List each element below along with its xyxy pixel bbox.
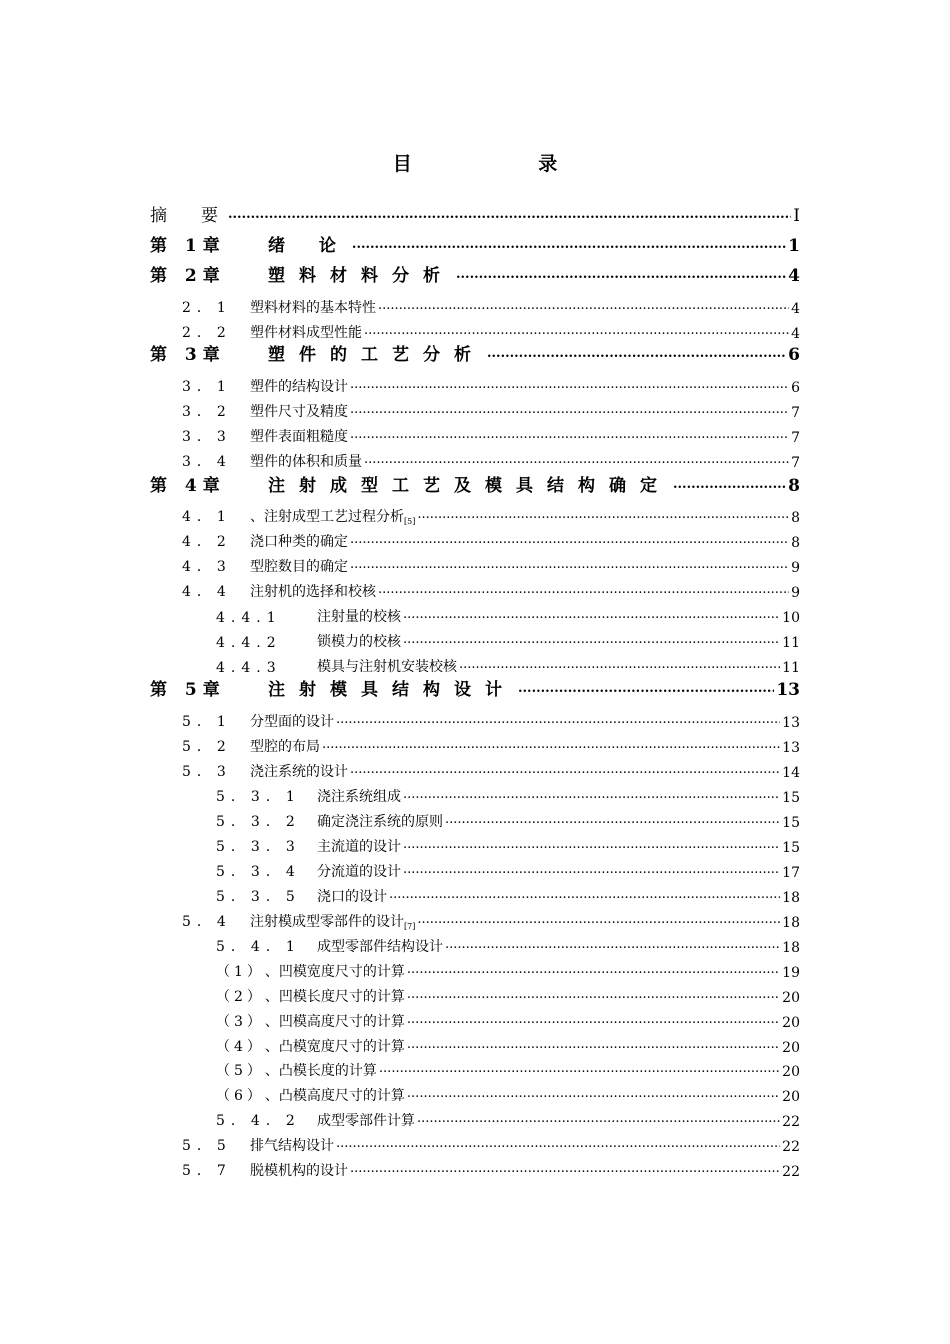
toc-label: 型腔的布局 [250,739,320,755]
toc-number: 5．2 [182,739,232,755]
toc-page-number: 10 [782,610,800,626]
toc-label: 、注射成型工艺过程分析 [250,509,404,525]
toc-page-number: 13 [782,740,800,756]
toc-label: 塑件尺寸及精度 [250,404,348,420]
toc-number: 4．4 [182,584,232,600]
toc-entry[interactable] [216,957,800,981]
toc-entry[interactable] [150,341,800,365]
citation-superscript: [7] [404,922,416,931]
toc-page-number: 11 [782,660,800,676]
toc-number: 5．3．4 [216,864,301,880]
toc-label: 成型零部件计算 [317,1113,415,1129]
toc-entry[interactable] [216,832,800,856]
toc-number: （1） [216,964,265,980]
toc-number: （5） [216,1063,265,1079]
toc-entry[interactable] [182,707,800,731]
toc-leader-dots [417,508,789,522]
toc-page-number: 11 [782,635,800,651]
toc-label: 注射机的选择和校核 [250,584,376,600]
toc-entry[interactable] [182,447,800,471]
toc-number: 4.4.2 [216,635,282,651]
toc-leader-dots [673,478,786,492]
toc-number: 5．4．1 [216,939,301,955]
toc-label: 注射量的校核 [317,609,401,625]
toc-page-number: 15 [782,840,800,856]
toc-number: 第 2章 [150,266,226,286]
toc-number: 5．4．2 [216,1113,301,1129]
toc-number: 4.4.3 [216,660,282,676]
toc-entry[interactable] [216,932,800,956]
citation-superscript: [5] [404,517,416,526]
toc-page-number: 15 [782,815,800,831]
toc-page-number: 20 [782,1089,800,1105]
toc-page-number: 17 [782,865,800,881]
toc-number: 3．3 [182,429,232,445]
toc-page-number: 4 [791,301,800,317]
toc-leader-dots [518,682,774,696]
toc-label: 、凹模高度尺寸的计算 [264,1014,405,1030]
toc-number: 3．4 [182,454,232,470]
toc-number: （4） [216,1039,265,1055]
toc-label: 型腔数目的确定 [250,559,348,575]
toc-page-number: 4 [791,326,800,342]
toc-page-number: 7 [791,455,800,471]
toc-page-number: 6 [788,345,800,365]
toc-label: 成型零部件结构设计 [317,939,443,955]
toc-entry[interactable] [182,907,800,931]
toc-entry[interactable] [216,807,800,831]
toc-leader-dots [228,208,791,222]
toc-entry[interactable] [216,782,800,806]
toc-entry[interactable] [216,857,800,881]
toc-page-number: 20 [782,1064,800,1080]
toc-label: 分型面的设计 [250,714,334,730]
toc-entry[interactable] [182,577,800,601]
toc-page-number: 9 [791,585,800,601]
toc-label: 、凸模宽度尺寸的计算 [264,1039,405,1055]
toc-label: 模具与注射机安装校核 [317,659,457,675]
toc-entry[interactable] [182,1156,800,1180]
toc-leader-dots [407,1087,780,1101]
toc-entry[interactable] [216,1106,800,1130]
toc-number: 摘 要 [150,206,218,226]
toc-leader-dots [407,988,780,1002]
toc-number: 第 4章 [150,476,226,496]
toc-number: 4.4.1 [216,610,282,626]
toc-entry[interactable] [182,422,800,446]
toc-number: 第 3章 [150,345,226,365]
toc-entry[interactable] [182,757,800,781]
toc-leader-dots [487,347,786,361]
toc-leader-dots [352,238,786,252]
toc-page-number: 20 [782,990,800,1006]
toc-leader-dots [322,738,780,752]
toc-leader-dots [407,963,780,977]
toc-leader-dots [389,888,780,902]
toc-label: 塑料材料分析 [268,266,454,286]
toc-entry[interactable] [216,1007,800,1031]
toc-leader-dots [350,403,789,417]
toc-leader-dots [378,299,789,313]
toc-entry[interactable] [216,1032,800,1056]
toc-number: 5．1 [182,714,232,730]
toc-number: （6） [216,1088,265,1104]
toc-entry[interactable] [216,882,800,906]
toc-page-number: 14 [782,765,800,781]
toc-leader-dots [364,324,789,338]
toc-label: 分流道的设计 [317,864,401,880]
toc-entry[interactable] [182,527,800,551]
toc-label: 塑件的工艺分析 [268,345,485,365]
toc-leader-dots [350,558,789,572]
toc-label: 塑件表面粗糙度 [250,429,348,445]
toc-entry[interactable] [182,732,800,756]
toc-number: 2．2 [182,325,232,341]
toc-entry[interactable] [216,982,800,1006]
toc-page-number: 4 [788,266,800,286]
toc-page-number: 19 [782,965,800,981]
toc-label: 注射模具结构设计 [268,680,516,700]
toc-entry[interactable] [150,262,800,286]
toc-number: 第 5章 [150,680,226,700]
toc-leader-dots [403,838,780,852]
toc-leader-dots [378,583,789,597]
toc-label: 、凹模长度尺寸的计算 [264,989,405,1005]
toc-leader-dots [407,1013,780,1027]
toc-entry[interactable] [182,397,800,421]
toc-label: 、凸模高度尺寸的计算 [264,1088,405,1104]
toc-page-number: 22 [782,1114,800,1130]
toc-number: 4．2 [182,534,232,550]
toc-number: 5．4 [182,914,232,930]
toc-label: 排气结构设计 [250,1138,334,1154]
toc-number: 2．1 [182,300,232,316]
toc-page-number: I [793,206,800,226]
toc-entry[interactable] [216,602,800,626]
toc-page-number: 6 [791,380,800,396]
toc-label: 塑件材料成型性能 [250,325,362,341]
toc-leader-dots [417,913,780,927]
toc-page-number: 8 [791,535,800,551]
toc-entry[interactable] [216,652,800,676]
toc-entry[interactable] [216,627,800,651]
toc-leader-dots [350,1162,780,1176]
toc-entry[interactable] [150,676,800,700]
toc-number: 5．3．3 [216,839,301,855]
toc-label: 、凸模长度的计算 [264,1063,377,1079]
toc-page-number: 7 [791,430,800,446]
toc-leader-dots [350,533,789,547]
toc-label: 注射成型工艺及模具结构确定 [268,476,671,496]
toc-leader-dots [417,1112,780,1126]
toc-leader-dots [403,863,780,877]
toc-label: 浇口的设计 [317,889,387,905]
toc-page-number: 22 [782,1164,800,1180]
toc-leader-dots [336,713,780,727]
toc-entry[interactable] [182,502,800,526]
page-title: 目 录 [392,153,618,175]
toc-page-number: 13 [776,680,800,700]
toc-leader-dots [445,813,780,827]
toc-label: 浇口种类的确定 [250,534,348,550]
toc-leader-dots [364,453,789,467]
toc-label: 塑件的结构设计 [250,379,348,395]
toc-label: 塑件的体积和质量 [250,454,362,470]
toc-leader-dots [456,268,786,282]
toc-entry[interactable] [182,372,800,396]
toc-page-number: 15 [782,790,800,806]
toc-page-number: 8 [791,510,800,526]
toc-entry[interactable] [216,1056,800,1080]
toc-number: （2） [216,989,265,1005]
toc-page-number: 18 [782,890,800,906]
toc-number: 5．5 [182,1138,232,1154]
toc-label: 主流道的设计 [317,839,401,855]
toc-leader-dots [336,1137,780,1151]
toc-leader-dots [379,1062,780,1076]
toc-number: 3．1 [182,379,232,395]
toc-number: 第 1章 [150,236,226,256]
toc-page-number: 7 [791,405,800,421]
toc-page-number: 22 [782,1139,800,1155]
toc-leader-dots [350,763,780,777]
toc-number: 3．2 [182,404,232,420]
toc-leader-dots [403,608,780,622]
toc-label: 锁模力的校核 [317,634,401,650]
toc-number: 4．1 [182,509,232,525]
toc-entry[interactable] [216,1081,800,1105]
toc-label: 浇注系统组成 [317,789,401,805]
toc-leader-dots [407,1038,780,1052]
toc-number: 5．3 [182,764,232,780]
toc-page-number: 9 [791,560,800,576]
toc-number: （3） [216,1014,265,1030]
toc-number: 5．3．1 [216,789,301,805]
toc-label: 塑料材料的基本特性 [250,300,376,316]
toc-leader-dots [350,378,789,392]
toc-label: 浇注系统的设计 [250,764,348,780]
toc-number: 5．3．2 [216,814,301,830]
toc-entry[interactable] [150,202,800,226]
toc-page-number: 1 [788,236,800,256]
toc-leader-dots [445,938,780,952]
toc-entry[interactable] [150,232,800,256]
toc-entry[interactable] [150,472,800,496]
toc-entry[interactable] [182,293,800,317]
toc-entry[interactable] [182,1131,800,1155]
toc-page-number: 18 [782,915,800,931]
toc-leader-dots [459,658,780,672]
toc-page-number: 8 [788,476,800,496]
toc-label: 绪 论 [268,236,350,256]
toc-label: 脱模机构的设计 [250,1163,348,1179]
toc-page-number: 20 [782,1040,800,1056]
toc-number: 5．7 [182,1163,232,1179]
toc-page-number: 18 [782,940,800,956]
toc-leader-dots [403,633,780,647]
toc-leader-dots [403,788,780,802]
toc-label: 、凹模宽度尺寸的计算 [264,964,405,980]
toc-entry[interactable] [182,552,800,576]
toc-page-number: 20 [782,1015,800,1031]
toc-leader-dots [350,428,789,442]
toc-label: 注射模成型零部件的设计 [250,914,404,930]
toc-entry[interactable] [182,318,800,342]
toc-label: 确定浇注系统的原则 [317,814,443,830]
toc-number: 4．3 [182,559,232,575]
toc-page-number: 13 [782,715,800,731]
toc-number: 5．3．5 [216,889,301,905]
